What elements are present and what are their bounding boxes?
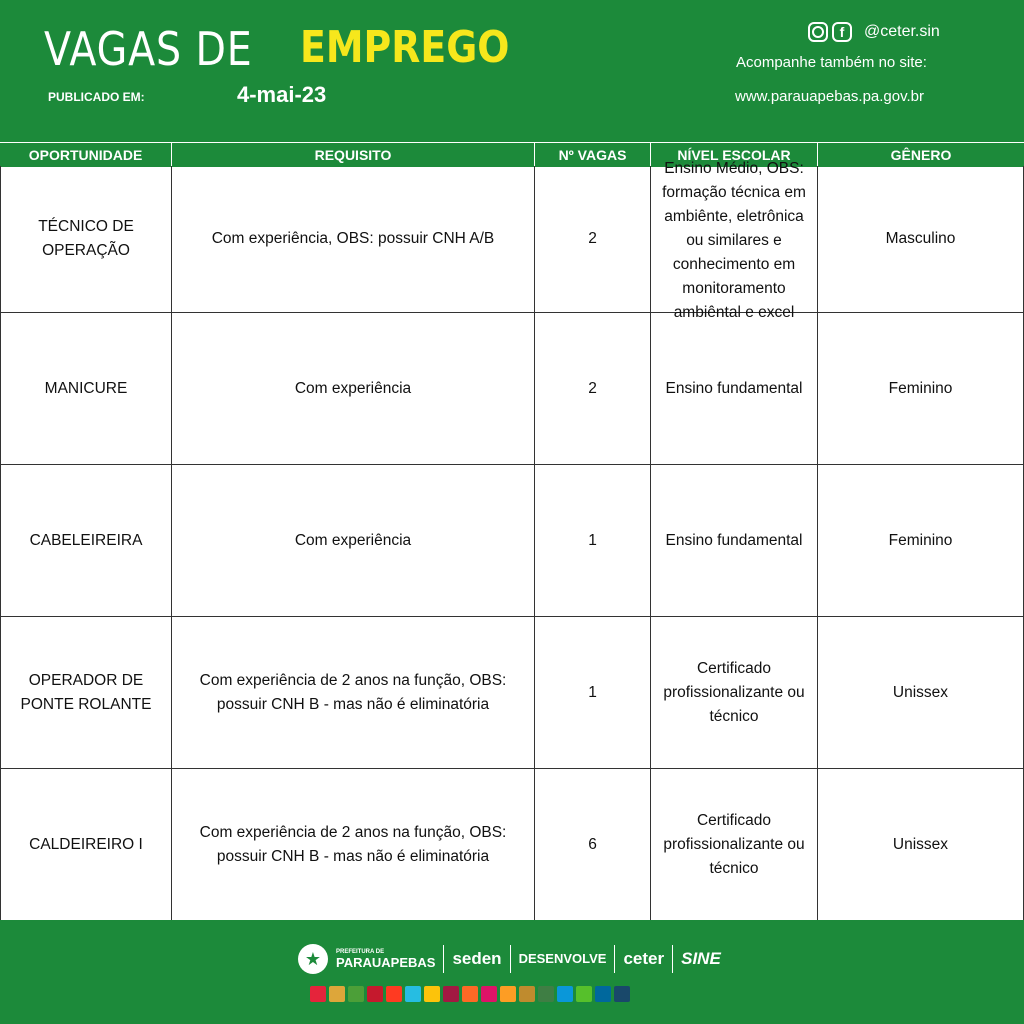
sdg-goal-icon	[576, 986, 592, 1002]
cell-genero: Feminino	[818, 465, 1024, 616]
logo-parauapebas-small: PREFEITURA DE	[336, 948, 385, 955]
logo-divider	[614, 945, 615, 973]
column-header-vagas: Nº VAGAS	[535, 143, 651, 167]
cell-vagas: 1	[535, 465, 651, 616]
sdg-goal-icon	[595, 986, 611, 1002]
cell-requisito: Com experiência, OBS: possuir CNH A/B	[172, 166, 535, 312]
cell-vagas: 1	[535, 617, 651, 768]
cell-oportunidade: CABELEIREIRA	[0, 465, 172, 616]
cell-nivel	[651, 160, 818, 321]
logo-seden: seden	[452, 949, 502, 968]
facebook-icon[interactable]: f	[832, 22, 852, 42]
logo-parauapebas	[336, 949, 435, 970]
cell-nivel: Certificado profissionalizante ou técnico	[651, 617, 818, 768]
logo-divider	[443, 945, 444, 973]
sdg-goal-icon	[500, 986, 516, 1002]
cell-oportunidade: CALDEIREIRO I	[0, 769, 172, 920]
title-part1: VAGAS DE	[44, 22, 253, 76]
table-row	[0, 617, 1024, 769]
table-row	[0, 465, 1024, 617]
sdg-goal-icon	[310, 986, 326, 1002]
star-icon: ★	[298, 944, 328, 974]
logo-desenvolve: DESENVOLVE	[518, 951, 607, 966]
partner-logos	[298, 944, 721, 974]
published-date: 4-mai-23	[237, 82, 327, 107]
cell-requisito: Com experiência	[172, 465, 535, 616]
cell-oportunidade: OPERADOR DE PONTE ROLANTE	[0, 617, 172, 768]
cell-nivel: Ensino fundamental	[651, 313, 818, 464]
cell-vagas: 6	[535, 769, 651, 920]
sdg-goal-icon	[462, 986, 478, 1002]
cell-requisito: Com experiência de 2 anos na função, OBS: possuir CNH B - mas não é eliminatória	[172, 769, 535, 920]
sdg-goal-icon	[329, 986, 345, 1002]
sdg-goal-icon	[481, 986, 497, 1002]
also-follow-text: Acompanhe também no site:	[736, 54, 927, 71]
table-row	[0, 313, 1024, 465]
column-header-oportunidade: OPORTUNIDADE	[0, 143, 172, 167]
social-links	[808, 22, 940, 42]
cell-genero: Unissex	[818, 769, 1024, 920]
sdg-goal-icon	[367, 986, 383, 1002]
column-header-nivel: NÍVEL ESCOLAR	[651, 143, 818, 167]
instagram-icon[interactable]	[808, 22, 828, 42]
cell-genero: Masculino	[818, 166, 1024, 312]
sdg-goal-icon	[557, 986, 573, 1002]
cell-oportunidade: MANICURE	[0, 313, 172, 464]
sdg-goal-icon	[424, 986, 440, 1002]
logo-sine: SINE	[681, 949, 721, 968]
cell-requisito: Com experiência	[172, 313, 535, 464]
social-handle[interactable]: @ceter.sin	[864, 23, 940, 40]
logo-ceter: ceter	[623, 949, 665, 968]
cell-requisito: Com experiência de 2 anos na função, OBS: possuir CNH B - mas não é eliminatória	[172, 617, 535, 768]
job-table	[0, 160, 1024, 921]
header-banner	[0, 0, 1024, 142]
site-url[interactable]: www.parauapebas.pa.gov.br	[735, 88, 925, 105]
cell-genero: Feminino	[818, 313, 1024, 464]
title-part2: EMPREGO	[300, 22, 510, 73]
table-header	[0, 142, 1024, 167]
logo-divider	[510, 945, 511, 973]
table-row	[0, 769, 1024, 921]
sdg-goal-icon	[519, 986, 535, 1002]
logo-parauapebas-text: PARAUAPEBAS	[336, 954, 436, 970]
sdg-icons-strip	[310, 986, 649, 1002]
logo-divider	[672, 945, 673, 973]
published-label: PUBLICADO EM:	[48, 90, 145, 104]
sdg-goal-icon	[633, 986, 649, 1002]
cell-nivel: Ensino fundamental	[651, 465, 818, 616]
column-header-requisito: REQUISITO	[172, 143, 535, 167]
cell-oportunidade: TÉCNICO DE OPERAÇÃO	[0, 166, 172, 312]
cell-nivel-text: Ensino Médio, OBS: formação técnica em ambiênte, eletrônica ou similares e conhecimento em monitoramento ambiêntal e excel	[662, 160, 806, 321]
sdg-goal-icon	[405, 986, 421, 1002]
sdg-goal-icon	[538, 986, 554, 1002]
sdg-goal-icon	[386, 986, 402, 1002]
sdg-goal-icon	[348, 986, 364, 1002]
cell-genero: Unissex	[818, 617, 1024, 768]
sdg-goal-icon	[614, 986, 630, 1002]
cell-vagas: 2	[535, 313, 651, 464]
sdg-goal-icon	[443, 986, 459, 1002]
cell-vagas: 2	[535, 166, 651, 312]
table-row	[0, 160, 1024, 321]
column-header-genero: GÊNERO	[890, 147, 952, 163]
cell-nivel: Certificado profissionalizante ou técnico	[651, 769, 818, 920]
